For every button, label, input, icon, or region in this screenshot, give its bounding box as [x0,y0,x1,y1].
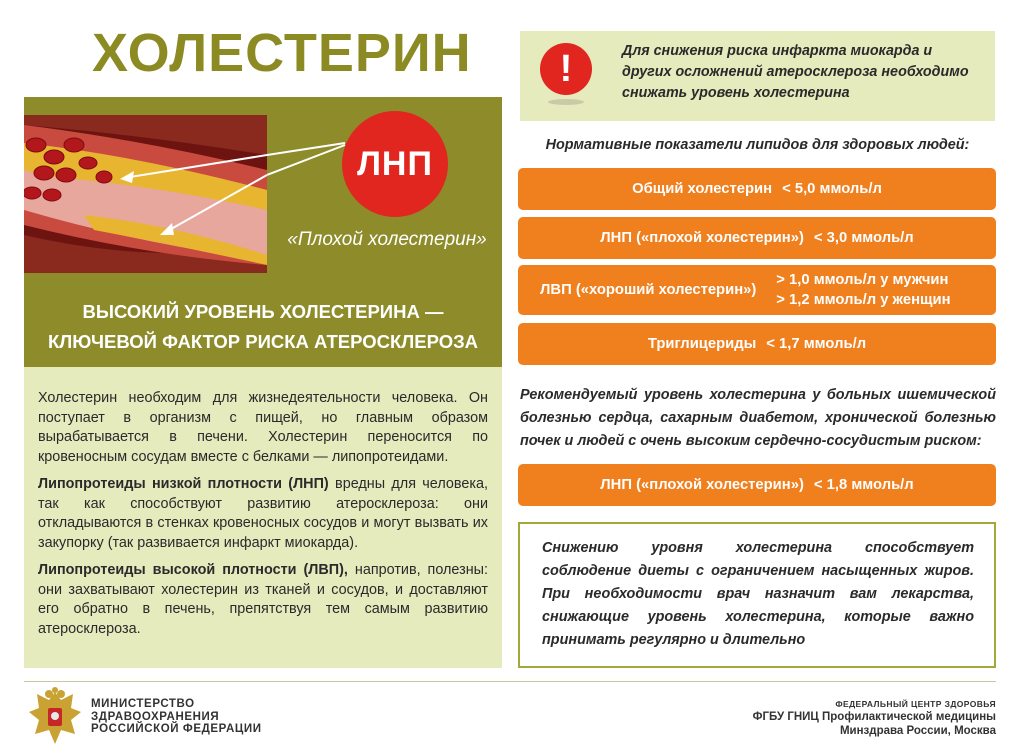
norm-tg-value: < 1,7 ммоль/л [766,336,867,352]
page-title: ХОЛЕСТЕРИН [92,23,472,83]
norm-ldl [518,217,996,259]
recommended-ldl [518,464,996,506]
hero-panel [24,97,502,367]
paragraph-ldl [38,475,488,553]
alert-box [520,31,995,121]
ministry-line1: МИНИСТЕРСТВО [91,698,195,710]
artery-illustration [24,115,267,273]
norm-hdl [518,265,996,315]
norm-total-value: < 5,0 ммоль/л [782,181,882,197]
ministry-line3: РОССИЙСКОЙ ФЕДЕРАЦИИ [91,723,262,735]
arrow-lines [267,137,347,197]
ministry-line2: ЗДРАВООХРАНЕНИЯ [91,710,220,723]
hdl-term: Липопротеиды высокой плотности (ЛВП), [38,562,348,578]
paragraph-hdl [38,561,488,639]
info-text-box [24,367,502,668]
norm-tg-label: Триглицериды [647,336,757,352]
ldl-badge: ЛНП [342,111,448,217]
paragraph-intro: Холестерин необходим для жизнедеятельности человека. Он поступает в организм с пищей, но главным образом вырабатывается в печени. Холестерин переносится по кровеносным сосудам вместе с белками — липопротеидами. [38,390,488,465]
hero-heading-line1: ВЫСОКИЙ УРОВЕНЬ ХОЛЕСТЕРИНА — [82,301,444,322]
alert-text: Для снижения риска инфаркта миокарда и других осложнений атеросклероза необходимо снижать уровень холестерина [622,43,969,101]
ldl-term: Липопротеиды низкой плотности (ЛНП) [38,476,329,492]
norm-hdl-women: > 1,2 ммоль/л у женщин [776,292,951,308]
ministry-name [91,698,262,736]
norms-title: Нормативные показатели липидов для здоровых людей: [545,137,970,153]
norm-total-cholesterol [518,168,996,210]
exclamation-icon: ! [540,43,592,95]
bad-cholesterol-caption: «Плохой холестерин» [287,229,487,250]
hero-heading-line2: КЛЮЧЕВОЙ ФАКТОР РИСКА АТЕРОСКЛЕРОЗА [47,331,479,352]
recommended-text: Рекомендуемый уровень холестерина у больных ишемической болезнью сердца, сахарным диабетом, хронической болезнью почек и людей с очень высоким сердечно-сосудистым риском: [520,387,996,449]
recommended-ldl-label: ЛНП («плохой холестерин») [600,477,804,493]
center-line1: ФЕДЕРАЛЬНЫЙ ЦЕНТР ЗДОРОВЬЯ [835,699,996,709]
norm-hdl-men: > 1,0 ммоль/л у мужчин [776,272,949,288]
ldl-description: вредны для человека, так как способствуют развитию атеросклероза: они откладываются в стенках кровеносных сосудов и могут вызвать их закупорку (так развивается инфаркт миокарда). [38,476,488,551]
norm-hdl-label: ЛВП («хороший холестерин») [540,282,757,298]
coat-of-arms-icon [27,686,83,750]
health-center-info [753,698,996,738]
norm-triglycerides [518,323,996,365]
center-line2: ФГБУ ГНИЦ Профилактической медицины [752,711,996,723]
norm-total-label: Общий холестерин [632,181,773,197]
norm-hdl-values [776,270,950,310]
norm-ldl-label: ЛНП («плохой холестерин») [600,230,804,246]
norm-ldl-value: < 3,0 ммоль/л [813,230,914,246]
footer-divider [24,681,996,682]
center-line3: Минздрава России, Москва [839,725,996,737]
hero-heading [24,297,502,357]
hdl-description: напротив, полезны: они захватывают холестерин из тканей и сосудов, и доставляют его обратно в печень, препятствуя тем самым развитию атеросклероза. [38,562,489,637]
recommended-ldl-value: < 1,8 ммоль/л [813,477,914,493]
advice-box: Снижению уровня холестерина способствует соблюдение диеты с ограничением насыщенных жиров. При необходимости врач назначит вам лекарства, снижающие уровень холестерина, которые важно принимать регулярно и длительно [518,522,996,668]
icon-shadow [548,99,584,105]
